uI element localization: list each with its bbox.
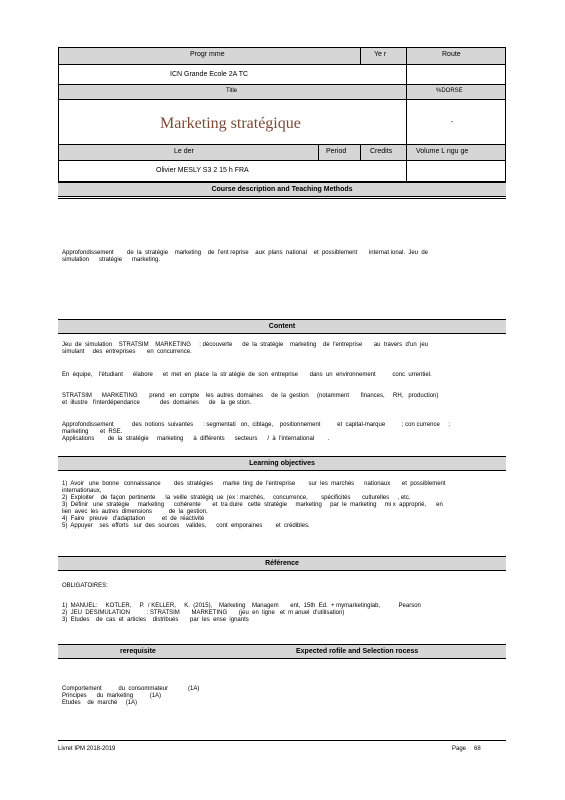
credits-label: Credits xyxy=(370,148,393,155)
leader-value: Olivier MESLY S3 2 15 h FRA xyxy=(156,167,249,174)
divider xyxy=(360,47,361,64)
footer-page-label: Page xyxy=(452,746,467,752)
content-paragraph: Approfondissement des notions suivantes : segmentati on, ciblage, positionnement et capital-marque ; con currence ; marketing et RSE. Applications de la stratégie marketing à différents secteurs / à l'international . xyxy=(62,422,450,442)
course-description-text: Approfondissement de la stratégie marketing de l'ent reprise aux plans national et possiblement internat ional. Jeu de simulation stratégie marketing. xyxy=(62,250,429,263)
divider xyxy=(58,198,506,199)
leader-label: Le der xyxy=(174,148,194,155)
content-heading: Content xyxy=(58,319,506,334)
divider xyxy=(58,64,506,65)
divider xyxy=(406,47,407,182)
course-description-heading: Course description and Teaching Methods xyxy=(58,182,506,197)
divider xyxy=(58,99,506,100)
programme-label: Progr mme xyxy=(190,51,225,58)
reference-text: 1) MANUEL: KOTLER, P. / KELLER, K. (2015), Marketing Managem ent, 15th Ed. + mymarketinglab, Pearson 2) JEU DESIMULATION : STRATSIM MARKETING (jeu en ligne et m anuel d'utilisation) 3) Etudes de cas et articles distribués par les ense ignants xyxy=(62,603,421,623)
learning-objectives-heading: Learning objectives xyxy=(58,456,506,471)
footer-page-number: 68 xyxy=(474,746,481,752)
header-top-bar xyxy=(59,48,505,64)
volume-language-label: Volume L ngu ge xyxy=(416,148,469,155)
period-label: Period xyxy=(326,148,347,155)
content-paragraph: STRATSIM MARKETING prend en compte les autres domaines de la gestion (notamment finances, RH, production) et illustre l'interdépendance des domaines de la ge stion. xyxy=(62,393,439,406)
divider xyxy=(58,160,506,161)
prerequisites-text: Comportement du consommateur (1A) Principes du marketing (1A) Etudes de marché (1A) xyxy=(62,686,200,706)
learning-objectives-text: 1) Avoir une bonne connaissance des stratégies marke ting de l'entreprise sur les marchés nationaux et possiblement internationaux, 2) Exploiter de façon pertinente la veille stratégiq ue (ex : marchés, concurrence, spécificités culturelles , etc. 3) Définir une stratégie marketing cohérente et tra duire cette stratégie marketing par le marketing mi x approprié, en lien avec les autres dimensions de la gestion. 4) Faire preuve d'adaptation et de réactivité 5) Appuyer ses efforts sur des sources valides, cont emporaines et crédibles. xyxy=(62,481,446,529)
programme-value: ICN Grande Ecole 2A TC xyxy=(170,71,249,78)
reference-obligatoires: OBLIGATOIRES: xyxy=(62,583,108,589)
divider xyxy=(58,84,506,85)
course-code: %DORSE xyxy=(436,88,463,94)
divider xyxy=(318,144,319,160)
footer-divider xyxy=(58,740,506,741)
reference-heading: Référence xyxy=(58,556,506,571)
content-paragraph: Jeu de simulation STRATSIM MARKETING : découverte de la stratégie marketing de l'entreprise au travers d'un jeu simulant des entreprises en concurrence. xyxy=(62,342,428,355)
divider xyxy=(58,144,506,145)
route-value: - xyxy=(451,119,454,126)
year-label: Ye r xyxy=(374,51,387,58)
route-label: Route xyxy=(442,51,461,58)
title-label: Title xyxy=(226,88,238,94)
content-paragraph: En équipe, l'étudiant élabore et met en place la str atégie de son entreprise dans un environnement conc urrentiel. xyxy=(62,372,432,378)
prerequisites-title: rerequisite xyxy=(120,648,156,655)
divider xyxy=(360,144,361,160)
course-title: Marketing stratégique xyxy=(160,115,301,132)
prerequisites-heading xyxy=(58,644,506,659)
footer-booklet: Livret IPM 2018-2019 xyxy=(58,746,116,752)
expected-profile-title: Expected rofile and Selection rocess xyxy=(296,648,419,655)
